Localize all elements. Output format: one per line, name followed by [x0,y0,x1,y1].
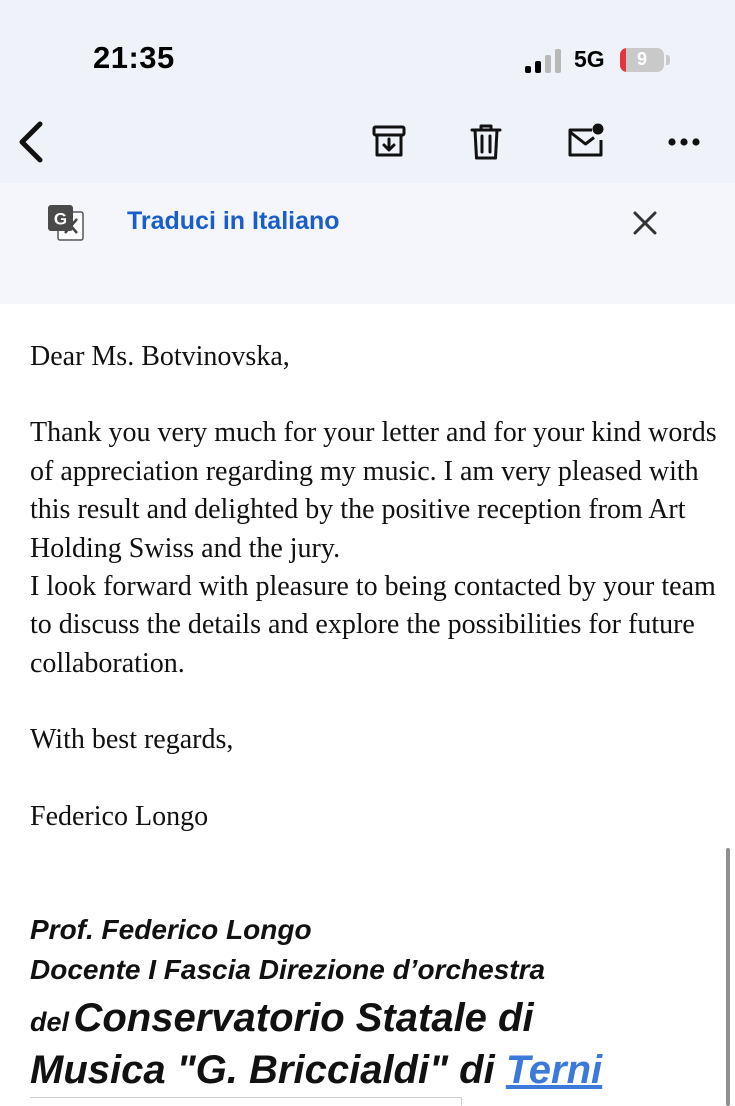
signature-title: Prof. Federico Longo [30,914,312,945]
divider [30,1097,462,1098]
email-paragraph: Thank you very much for your letter and for your kind words of appreciation regarding my music. I am very pleased with this result and delighted by the positive reception from Art Holding Swiss and the jury. [30,417,717,564]
battery-tip [666,55,670,65]
back-arrow-icon[interactable] [14,120,48,164]
signature-musica: Musica "G. Briccialdi" di [30,1048,495,1092]
translate-banner [0,183,735,304]
signal-strength-icon [525,47,565,73]
email-greeting: Dear Ms. Botvinovska, [30,341,290,372]
signal-bar [555,49,561,73]
signature-del: del [30,1007,70,1037]
email-closing: With best regards, [30,724,234,756]
translate-link[interactable]: Traduci in Italiano [127,207,340,235]
signature-conservatorio: Conservatorio Statale di [73,996,534,1040]
signature-institution [30,996,534,1041]
mark-unread-icon[interactable] [566,122,606,160]
status-time: 21:35 [93,40,175,75]
signature-role: Docente I Fascia Direzione d’orchestra [30,954,546,985]
close-icon[interactable] [631,209,659,237]
email-paragraph: I look forward with pleasure to being contacted by your team to discuss the details and explore the possibilities for future collaboration. [30,571,716,679]
divider [461,1097,462,1106]
signal-bar [545,55,551,73]
google-translate-icon[interactable] [46,203,86,243]
email-body [30,338,720,836]
signature-institution-line2 [30,1048,602,1093]
trash-icon[interactable] [470,123,502,161]
archive-icon[interactable] [371,124,407,160]
battery-level: 9 [636,49,647,69]
svg-text:G: G [53,209,68,229]
signal-bar [525,66,531,73]
network-type: 5G [574,46,605,72]
header-background [0,0,735,183]
email-sender-name: Federico Longo [30,800,209,832]
scrollbar[interactable] [726,848,730,1106]
terni-link[interactable]: Terni [505,1048,603,1092]
signal-bar [535,61,541,73]
more-options-icon[interactable] [666,136,702,148]
battery-icon [620,48,664,72]
